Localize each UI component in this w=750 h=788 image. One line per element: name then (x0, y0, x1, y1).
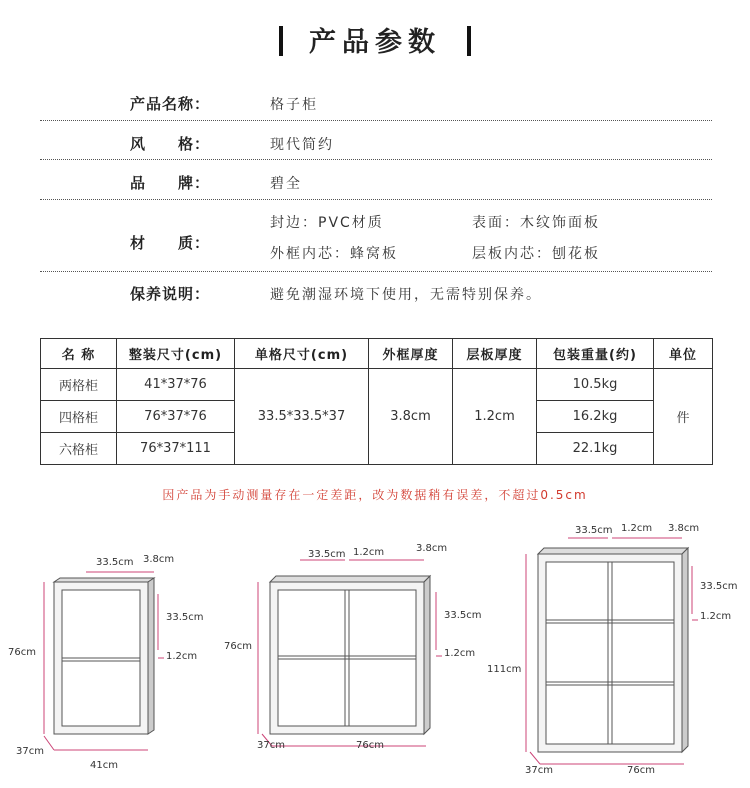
dim-two-cell-h: 33.5cm (166, 612, 204, 623)
measurement-note: 因产品为手动测量存在一定差距，改为数据稍有误差，不超过0.5cm (162, 488, 588, 502)
cabinet-top (54, 578, 154, 582)
dim-two-depth: 37cm (16, 746, 44, 757)
cell-size: 76*37*111 (117, 433, 235, 465)
dim-two-frame: 3.8cm (143, 554, 175, 565)
spec-row-material (40, 200, 712, 272)
cell-name: 四格柜 (41, 401, 117, 433)
cell-unit: 件 (654, 369, 713, 465)
table-header-row (41, 339, 713, 369)
spec-value: 封边：PVC材质 (270, 215, 384, 231)
cabinet-inner (278, 590, 416, 726)
title-bar-right (467, 26, 471, 56)
drawing-four-cell (258, 560, 442, 746)
cell-size: 41*37*76 (117, 369, 235, 401)
header-unit: 单位 (654, 339, 713, 369)
dim-four-width: 76cm (356, 740, 384, 751)
spec-value: 层板内芯：刨花板 (472, 246, 600, 262)
dim-six-width: 76cm (627, 765, 655, 776)
header-weight: 包装重量(约) (537, 339, 654, 369)
cell-size: 76*37*76 (117, 401, 235, 433)
drawing-two-cell (44, 572, 164, 750)
cell-name: 六格柜 (41, 433, 117, 465)
spec-label: 风 格： (130, 135, 211, 153)
dim-four-depth: 37cm (257, 740, 285, 751)
cell-weight: 16.2kg (537, 401, 654, 433)
cell-frame: 3.8cm (369, 369, 453, 465)
header-shelf: 层板厚度 (453, 339, 537, 369)
dim-four-frame: 3.8cm (416, 543, 448, 554)
spec-label: 材 质： (130, 234, 211, 252)
cell-weight: 10.5kg (537, 369, 654, 401)
cabinet-side (148, 578, 154, 734)
header-frame: 外框厚度 (369, 339, 453, 369)
page-title (0, 20, 750, 59)
dim-six-frame: 3.8cm (668, 523, 700, 534)
cabinet-inner (546, 562, 674, 744)
dim-two-cell: 33.5cm (96, 557, 134, 568)
dim-four-cell: 33.5cm (308, 549, 346, 560)
cabinet-top (538, 548, 688, 554)
spec-value: 格子柜 (270, 97, 318, 113)
spec-value: 外框内芯：蜂窝板 (270, 246, 398, 262)
spec-value: 避免潮湿环境下使用，无需特别保养。 (270, 287, 542, 303)
cell-weight: 22.1kg (537, 433, 654, 465)
dim-six-shelf: 1.2cm (621, 523, 653, 534)
header-cell-size: 单格尺寸(cm) (235, 339, 369, 369)
dim-six-height: 111cm (487, 664, 522, 675)
cell-shelf: 1.2cm (453, 369, 537, 465)
title-bar-left (279, 26, 283, 56)
dim-two-shelf: 1.2cm (166, 651, 198, 662)
cabinet-side (682, 548, 688, 752)
dim-four-shelf: 1.2cm (353, 547, 385, 558)
table-row (41, 369, 713, 401)
cell-cell-size: 33.5*33.5*37 (235, 369, 369, 465)
spec-row-style (40, 121, 712, 160)
parameter-table (40, 338, 713, 465)
dimension-drawings (0, 510, 750, 788)
spec-value: 碧全 (270, 176, 302, 192)
cabinet-top (270, 576, 430, 582)
dim-four-shelf-r: 1.2cm (444, 648, 476, 659)
spec-label: 品 牌： (130, 174, 211, 192)
dim-six-depth: 37cm (525, 765, 553, 776)
dim-two-height: 76cm (8, 647, 36, 658)
title-text: 产品参数 (309, 27, 441, 58)
spec-row-care (40, 272, 712, 310)
spec-label: 产品名称： (130, 95, 211, 113)
dim-two-width: 41cm (90, 760, 118, 771)
drawing-six-cell (526, 538, 698, 764)
dim-four-height: 76cm (224, 641, 252, 652)
dim-six-cell-h: 33.5cm (700, 581, 738, 592)
dim-six-shelf-r: 1.2cm (700, 611, 732, 622)
header-name: 名 称 (41, 339, 117, 369)
cell-name: 两格柜 (41, 369, 117, 401)
spec-value: 现代简约 (270, 137, 334, 153)
header-size: 整装尺寸(cm) (117, 339, 235, 369)
dim-six-cell: 33.5cm (575, 525, 613, 536)
spec-label: 保养说明： (130, 285, 211, 303)
dim-four-cell-h: 33.5cm (444, 610, 482, 621)
spec-value: 表面：木纹饰面板 (472, 215, 600, 231)
cabinet-side (424, 576, 430, 734)
spec-row-name (40, 90, 712, 121)
spec-row-brand (40, 160, 712, 200)
